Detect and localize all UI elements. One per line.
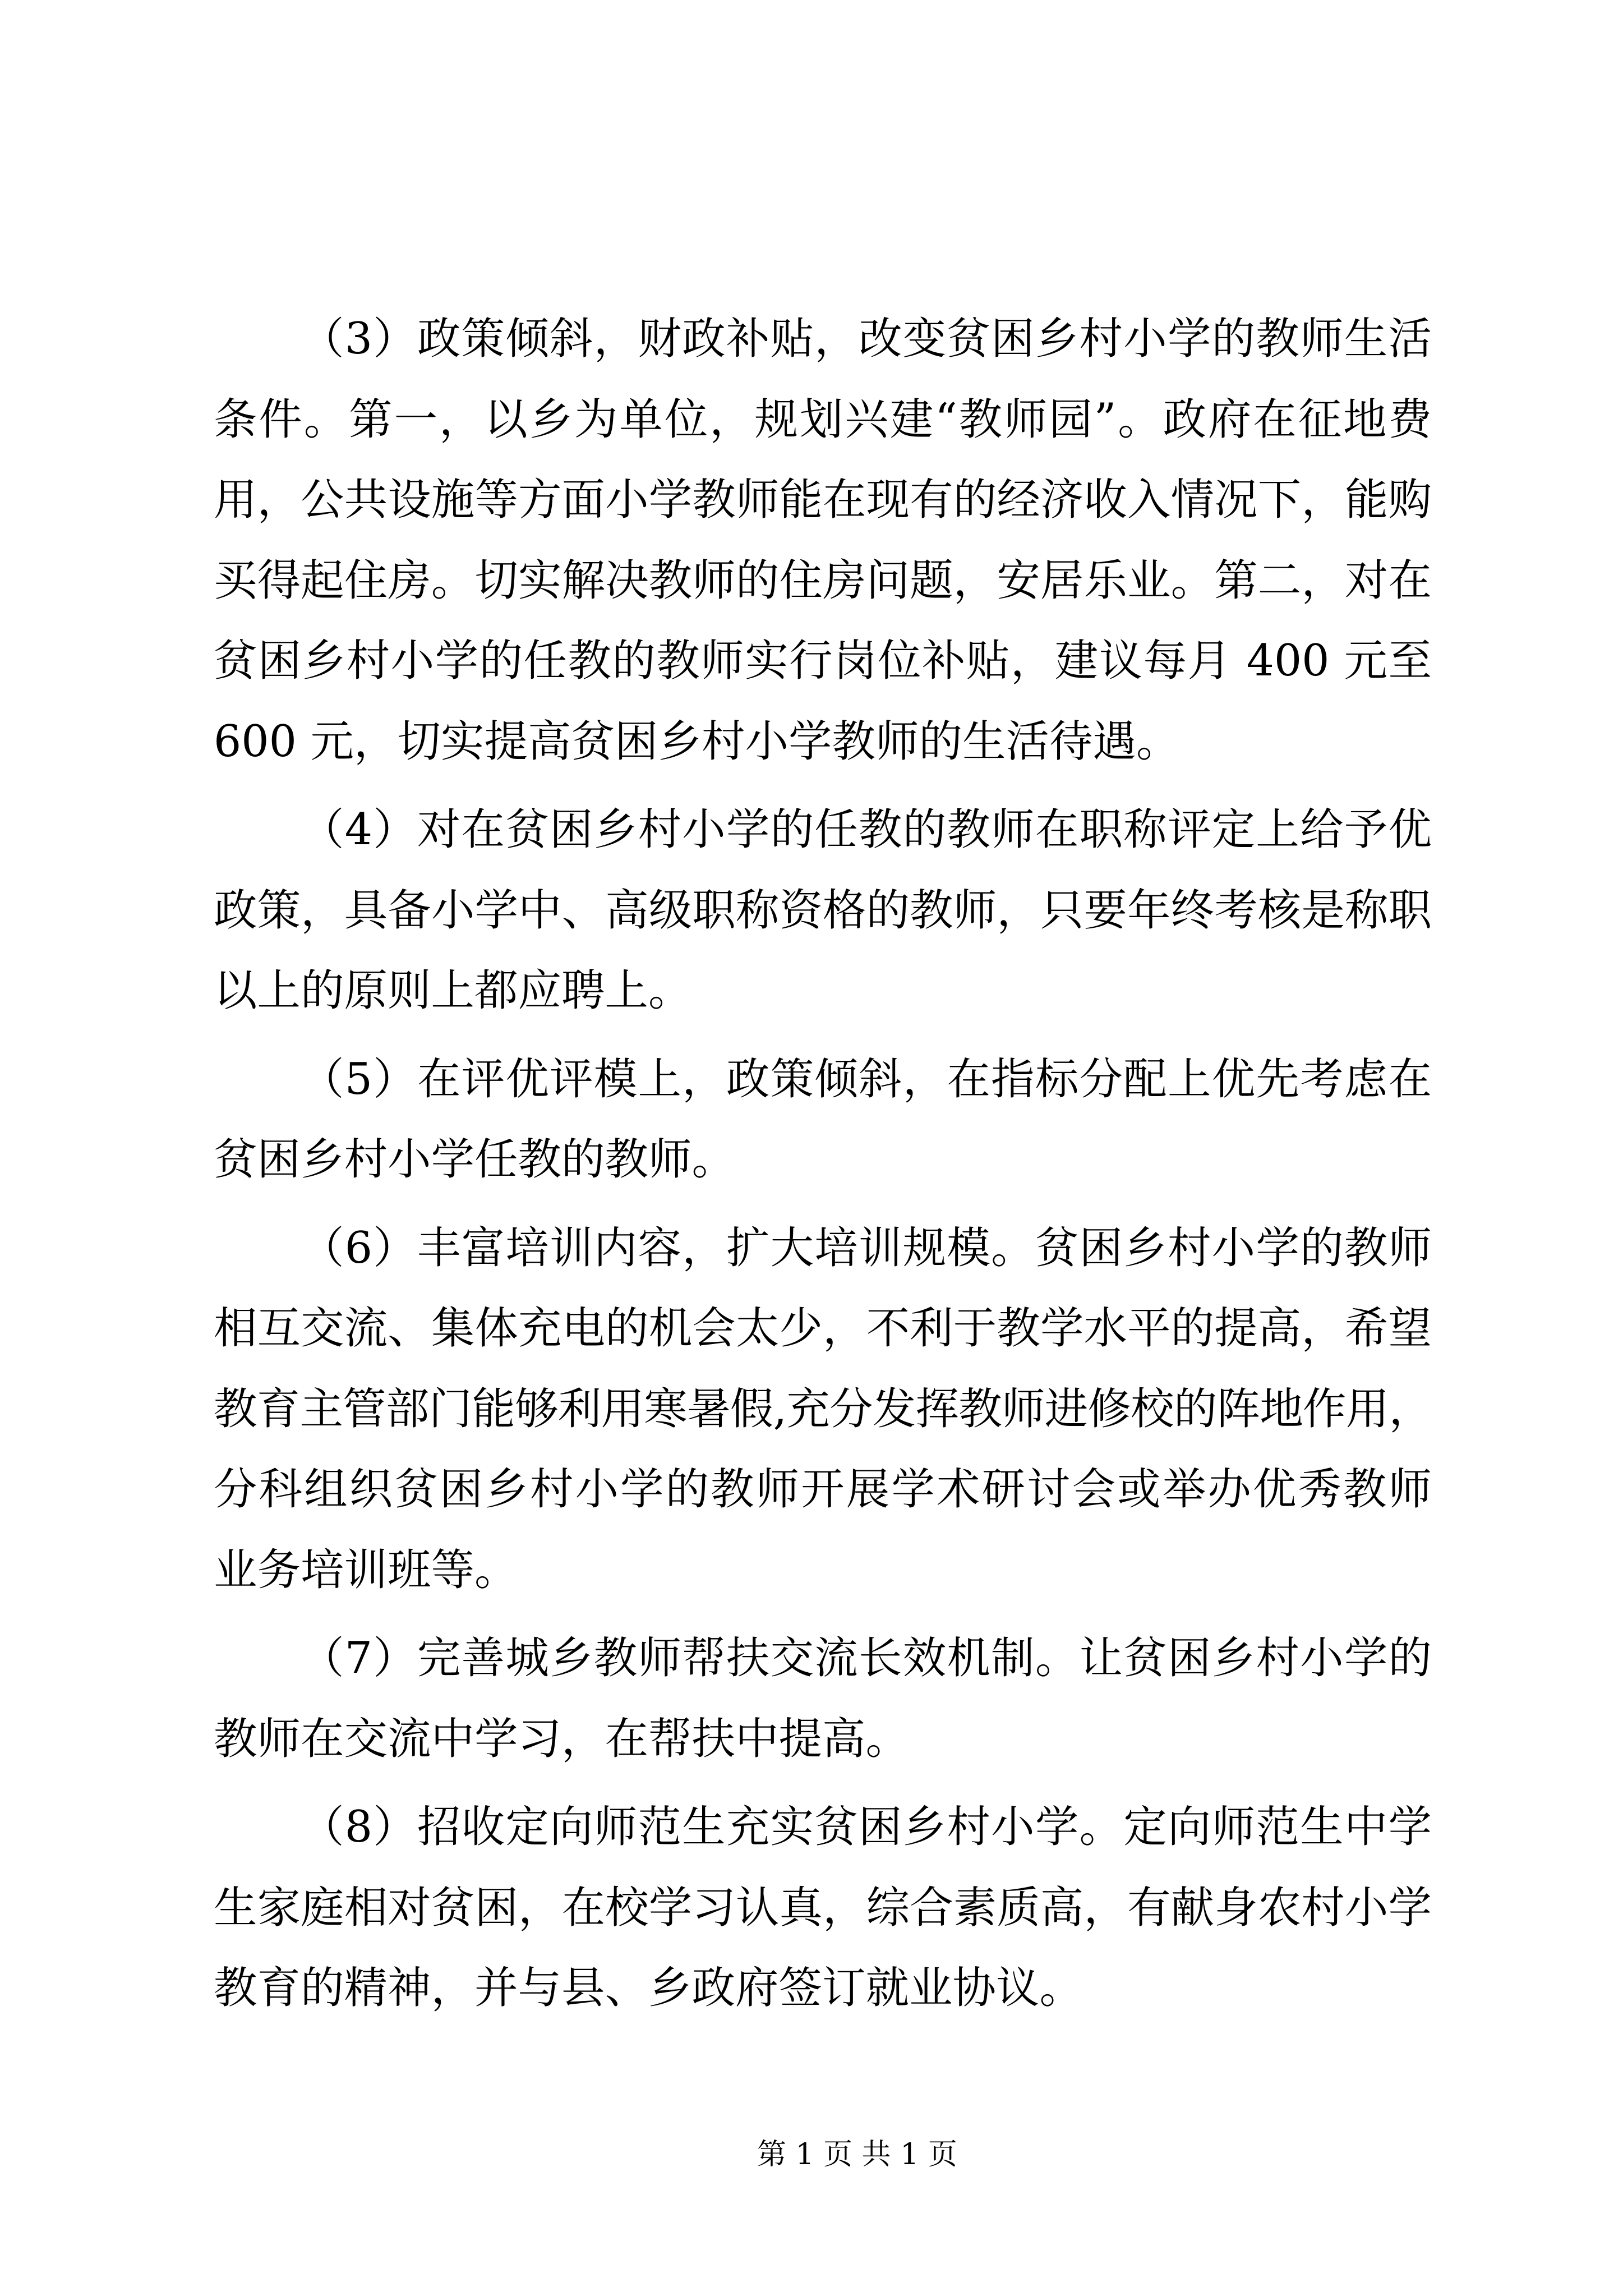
paragraph-line: 教育主管部门能够利用寒暑假,充分发挥教师进修校的阵地作用， xyxy=(214,1383,1432,1434)
paragraph-line: （5）在评优评模上，政策倾斜，在指标分配上优先考虑在 xyxy=(301,1053,1432,1105)
paragraph-line: （8）招收定向师范生充实贫困乡村小学。定向师范生中学 xyxy=(301,1802,1432,1852)
paragraph-item-6 xyxy=(214,1208,1432,1611)
paragraph-line: 条件。第一，以乡为单位，规划兴建“教师园”。政府在征地费 xyxy=(214,394,1432,445)
paragraph-line: 生家庭相对贫困，在校学习认真，综合素质高，有献身农村小学 xyxy=(214,1882,1432,1933)
paragraph-line: 贫困乡村小学的任教的教师实行岗位补贴，建议每月 400 元至 xyxy=(214,636,1432,686)
paragraph-line: （6）丰富培训内容，扩大培训规模。贫困乡村小学的教师 xyxy=(301,1222,1432,1273)
paragraph-line: 买得起住房。切实解决教师的住房问题，安居乐业。第二，对在 xyxy=(214,555,1432,606)
paragraph-line: 分科组织贫困乡村小学的教师开展学术研讨会或举办优秀教师 xyxy=(214,1464,1432,1515)
paragraph-line: 以上的原则上都应聘上。 xyxy=(214,965,692,1016)
paragraph-line: （3）政策倾斜，财政补贴，改变贫困乡村小学的教师生活 xyxy=(301,314,1432,364)
paragraph-line: 用，公共设施等方面小学教师能在现有的经济收入情况下，能购 xyxy=(214,475,1432,525)
page-footer xyxy=(757,2135,957,2174)
paragraph-line: 业务培训班等。 xyxy=(214,1544,518,1595)
page-number-indicator: 第 1 页 共 1 页 xyxy=(757,2138,957,2171)
paragraph-item-7 xyxy=(214,1618,1432,1779)
paragraph-line: 教师在交流中学习，在帮扶中提高。 xyxy=(214,1713,910,1764)
paragraph-line: 相互交流、集体充电的机会太少，不利于教学水平的提高，希望 xyxy=(214,1303,1432,1354)
paragraph-item-4 xyxy=(214,790,1432,1032)
paragraph-line: 教育的精神，并与县、乡政府签订就业协议。 xyxy=(214,1963,1083,2013)
paragraph-item-5 xyxy=(214,1039,1432,1200)
paragraph-item-8 xyxy=(214,1787,1432,2029)
paragraph-line: （4）对在贫困乡村小学的任教的教师在职称评定上给予优 xyxy=(301,804,1432,855)
paragraph-line: （7）完善城乡教师帮扶交流长效机制。让贫困乡村小学的 xyxy=(301,1633,1432,1683)
paragraph-line: 政策，具备小学中、高级职称资格的教师，只要年终考核是称职 xyxy=(214,885,1432,936)
paragraph-item-3 xyxy=(214,299,1432,782)
paragraph-line: 贫困乡村小学任教的教师。 xyxy=(214,1134,736,1185)
document-body xyxy=(214,299,1432,2037)
paragraph-line: 600 元，切实提高贫困乡村小学教师的生活待遇。 xyxy=(214,716,1180,767)
